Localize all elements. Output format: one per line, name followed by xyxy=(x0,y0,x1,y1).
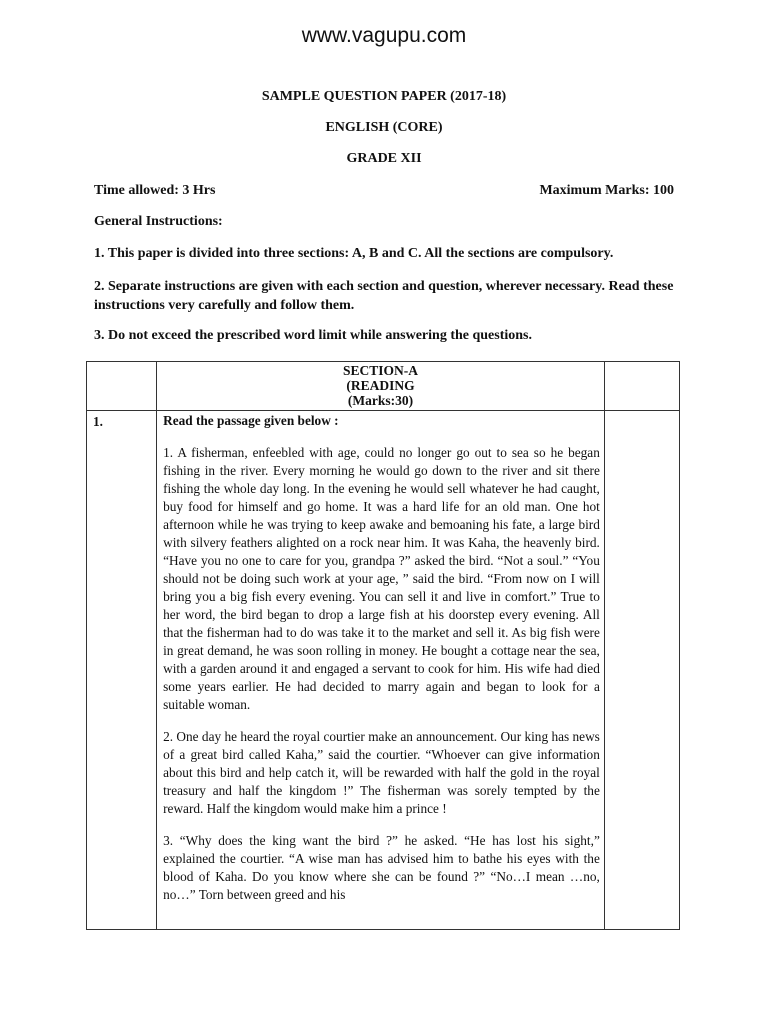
question-number: 1. xyxy=(87,411,157,930)
time-marks-row xyxy=(94,183,674,199)
passage-paragraph: 2. One day he heard the royal courtier make an announcement. Our king has news of a great bird called Kaha,” said the courtier. “Whoever can give information about this bird and help catch it, will be rewarded with half the gold in the royal treasury and half the kingdom !” The fisherman was sorely tempted by the reward. Half the kingdom would make him a prince ! xyxy=(163,729,600,816)
paper-title: SAMPLE QUESTION PAPER (2017-18) xyxy=(261,89,507,104)
grade-title: GRADE XII xyxy=(346,151,422,166)
empty-cell xyxy=(604,362,679,411)
site-watermark: www.vagupu.com xyxy=(301,24,467,47)
instructions-heading: General Instructions: xyxy=(94,214,223,229)
maximum-marks: Maximum Marks: 100 xyxy=(539,183,674,198)
section-heading xyxy=(157,362,605,411)
question-prompt: Read the passage given below : xyxy=(163,413,339,428)
section-type: (READING xyxy=(346,378,415,393)
section-name: SECTION-A xyxy=(342,363,418,378)
instruction-item: 1. This paper is divided into three sections: A, B and C. All the sections are compulsory. xyxy=(94,246,614,261)
passage-cell xyxy=(157,411,605,930)
passage-paragraph: 1. A fisherman, enfeebled with age, could no longer go out to sea so he began fishing in the river. Every morning he would go down to the river and sit there fishing the whole day long. In the evening he would sell whatever he had caught, buy food for himself and go home. It was a hard life for an old man. One hot afternoon while he was trying to keep awake and bemoaning his fate, a large bird with silvery feathers alighted on a rock near him. It was Kaha, the heavenly bird. “Have you no one to care for you, grandpa ?” asked the bird. “Not a soul.” “You should not be doing such work at your age, ” said the bird. “From now on I will bring you a big fish every evening. You can sell it and live in comfort.” True to her word, the bird began to drop a large fish at his doorstep every evening. All that the fisherman had to do was take it to the market and sell it. As big fish were in great demand, he was soon rolling in money. He bought a cottage near the sea, with a garden around it and engaged a servant to cook for him. His wife had died some years earlier. He had decided to marry again and began to look for a suitable woman. xyxy=(163,445,600,712)
marks-cell xyxy=(604,411,679,930)
empty-cell xyxy=(87,362,157,411)
section-marks: (Marks:30) xyxy=(347,393,414,408)
question-row xyxy=(87,411,680,930)
instruction-item: 3. Do not exceed the prescribed word limit while answering the questions. xyxy=(94,328,532,343)
question-table xyxy=(86,361,680,930)
time-allowed: Time allowed: 3 Hrs xyxy=(94,183,216,198)
section-header-row xyxy=(87,362,680,411)
subject-title: ENGLISH (CORE) xyxy=(325,120,443,135)
instruction-item: 2. Separate instructions are given with each section and question, wherever necessary. Read these instructions very carefully and follow them. xyxy=(94,279,674,313)
passage-paragraph: 3. “Why does the king want the bird ?” he asked. “He has lost his sight,” explained the courtier. “A wise man has advised him to bathe his eyes with the blood of Kaha. Do you know where she can be found ?” “No…I mean …no, no…” Torn between greed and his xyxy=(163,833,600,902)
